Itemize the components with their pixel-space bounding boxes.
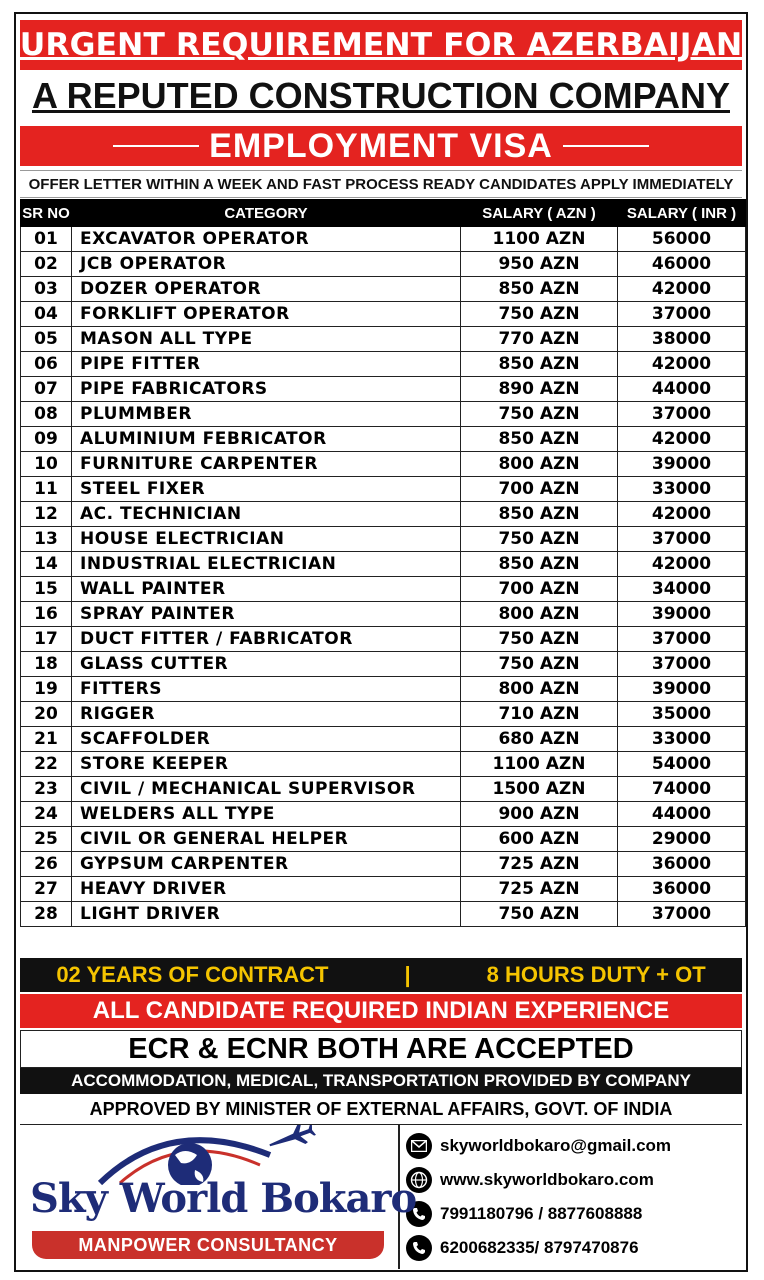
row-sr: 05: [21, 327, 72, 352]
row-sr: 23: [21, 777, 72, 802]
row-sr: 14: [21, 552, 72, 577]
table-row: [21, 252, 746, 277]
row-salary-inr: 42000: [618, 277, 746, 302]
row-salary-azn: 600 AZN: [461, 827, 618, 852]
row-sr: 22: [21, 752, 72, 777]
table-row: [21, 727, 746, 752]
row-salary-azn: 800 AZN: [461, 452, 618, 477]
row-salary-inr: 44000: [618, 377, 746, 402]
table-row: [21, 352, 746, 377]
experience-banner: [20, 994, 742, 1028]
table-row: [21, 477, 746, 502]
row-category: STORE KEEPER: [72, 752, 461, 777]
row-category: RIGGER: [72, 702, 461, 727]
divider-left: [113, 145, 199, 147]
row-salary-azn: 900 AZN: [461, 802, 618, 827]
contact-phone-2[interactable]: [406, 1235, 736, 1261]
row-category: WELDERS ALL TYPE: [72, 802, 461, 827]
table-row: [21, 327, 746, 352]
accommodation-banner: [20, 1068, 742, 1094]
contract-bar: [20, 958, 742, 992]
visa-label: EMPLOYMENT VISA: [209, 126, 553, 165]
ecr-banner: [20, 1030, 742, 1068]
row-category: FITTERS: [72, 677, 461, 702]
row-category: FURNITURE CARPENTER: [72, 452, 461, 477]
row-salary-inr: 56000: [618, 227, 746, 252]
row-category: WALL PAINTER: [72, 577, 461, 602]
ecr-text: ECR & ECNR BOTH ARE ACCEPTED: [128, 1032, 634, 1065]
row-category: PIPE FABRICATORS: [72, 377, 461, 402]
table-body: [21, 227, 746, 927]
airplane-icon: [266, 1125, 318, 1156]
subtitle: [20, 70, 742, 122]
row-salary-azn: 680 AZN: [461, 727, 618, 752]
row-category: INDUSTRIAL ELECTRICIAN: [72, 552, 461, 577]
row-sr: 08: [21, 402, 72, 427]
row-sr: 19: [21, 677, 72, 702]
table-row: [21, 502, 746, 527]
visa-banner: [20, 126, 742, 166]
table-row: [21, 777, 746, 802]
row-sr: 10: [21, 452, 72, 477]
row-salary-azn: 710 AZN: [461, 702, 618, 727]
row-category: PIPE FITTER: [72, 352, 461, 377]
row-salary-azn: 700 AZN: [461, 577, 618, 602]
row-salary-azn: 850 AZN: [461, 502, 618, 527]
row-category: JCB OPERATOR: [72, 252, 461, 277]
row-salary-azn: 725 AZN: [461, 877, 618, 902]
row-category: STEEL FIXER: [72, 477, 461, 502]
row-category: SPRAY PAINTER: [72, 602, 461, 627]
email-text: skyworldbokaro@gmail.com: [440, 1136, 672, 1155]
row-sr: 25: [21, 827, 72, 852]
table-row: [21, 652, 746, 677]
row-category: GLASS CUTTER: [72, 652, 461, 677]
row-sr: 16: [21, 602, 72, 627]
row-salary-inr: 37000: [618, 627, 746, 652]
row-salary-inr: 35000: [618, 702, 746, 727]
job-poster: [14, 12, 748, 1272]
phone-2-text: 6200682335/ 8797470876: [440, 1238, 639, 1257]
salary-table: [20, 199, 746, 927]
row-category: CIVIL / MECHANICAL SUPERVISOR: [72, 777, 461, 802]
row-salary-azn: 850 AZN: [461, 352, 618, 377]
row-sr: 01: [21, 227, 72, 252]
row-salary-azn: 1100 AZN: [461, 752, 618, 777]
offer-text: OFFER LETTER WITHIN A WEEK AND FAST PROCESS READY CANDIDATES APPLY IMMEDIATELY: [28, 175, 734, 193]
table-row: [21, 677, 746, 702]
row-salary-azn: 700 AZN: [461, 477, 618, 502]
company-logo: [20, 1125, 417, 1269]
row-salary-azn: 800 AZN: [461, 677, 618, 702]
row-sr: 20: [21, 702, 72, 727]
col-sr: SR NO: [21, 200, 72, 227]
table-row: [21, 802, 746, 827]
row-salary-azn: 750 AZN: [461, 627, 618, 652]
table-row: [21, 402, 746, 427]
row-sr: 06: [21, 352, 72, 377]
phone-1-text: 7991180796 / 8877608888: [440, 1204, 643, 1223]
table-row: [21, 302, 746, 327]
table-row: [21, 702, 746, 727]
row-salary-azn: 1100 AZN: [461, 227, 618, 252]
row-category: LIGHT DRIVER: [72, 902, 461, 927]
row-salary-inr: 42000: [618, 502, 746, 527]
contract-text: 02 YEARS OF CONTRACT: [56, 962, 329, 987]
col-salary-azn: SALARY ( AZN ): [461, 200, 618, 227]
approved-text: APPROVED BY MINISTER OF EXTERNAL AFFAIRS, GOVT. OF INDIA: [89, 1098, 673, 1119]
row-salary-inr: 38000: [618, 327, 746, 352]
company-section: [20, 1124, 742, 1269]
row-salary-inr: 74000: [618, 777, 746, 802]
row-sr: 02: [21, 252, 72, 277]
col-salary-inr: SALARY ( INR ): [618, 200, 746, 227]
row-category: HOUSE ELECTRICIAN: [72, 527, 461, 552]
row-category: AC. TECHNICIAN: [72, 502, 461, 527]
row-category: DUCT FITTER / FABRICATOR: [72, 627, 461, 652]
table-row: [21, 902, 746, 927]
row-category: EXCAVATOR OPERATOR: [72, 227, 461, 252]
row-salary-inr: 37000: [618, 402, 746, 427]
row-sr: 27: [21, 877, 72, 902]
col-category: CATEGORY: [72, 200, 461, 227]
row-salary-inr: 36000: [618, 877, 746, 902]
row-salary-azn: 750 AZN: [461, 652, 618, 677]
row-sr: 21: [21, 727, 72, 752]
experience-text: ALL CANDIDATE REQUIRED INDIAN EXPERIENCE: [92, 997, 670, 1024]
title-line2: A REPUTED CONSTRUCTION COMPANY: [31, 75, 730, 116]
row-category: PLUMMBER: [72, 402, 461, 427]
row-sr: 13: [21, 527, 72, 552]
row-salary-azn: 725 AZN: [461, 852, 618, 877]
company-name: Sky World Bokaro: [30, 1175, 417, 1222]
row-salary-azn: 770 AZN: [461, 327, 618, 352]
row-sr: 03: [21, 277, 72, 302]
row-sr: 18: [21, 652, 72, 677]
title-line1: URGENT REQUIREMENT FOR AZERBAIJAN: [19, 27, 743, 63]
row-salary-azn: 750 AZN: [461, 527, 618, 552]
row-salary-azn: 750 AZN: [461, 902, 618, 927]
divider-right: [563, 145, 649, 147]
row-sr: 09: [21, 427, 72, 452]
table-row: [21, 752, 746, 777]
table-row: [21, 577, 746, 602]
row-salary-inr: 36000: [618, 852, 746, 877]
table-row: [21, 452, 746, 477]
table-row: [21, 552, 746, 577]
contact-phone-1[interactable]: [406, 1201, 736, 1227]
duty-text: 8 HOURS DUTY + OT: [486, 962, 706, 987]
row-salary-azn: 750 AZN: [461, 302, 618, 327]
row-salary-azn: 800 AZN: [461, 602, 618, 627]
row-salary-inr: 44000: [618, 802, 746, 827]
website-text: www.skyworldbokaro.com: [440, 1170, 654, 1189]
row-category: DOZER OPERATOR: [72, 277, 461, 302]
row-salary-inr: 42000: [618, 352, 746, 377]
row-salary-inr: 37000: [618, 652, 746, 677]
row-salary-inr: 54000: [618, 752, 746, 777]
row-category: SCAFFOLDER: [72, 727, 461, 752]
row-salary-azn: 850 AZN: [461, 552, 618, 577]
row-category: MASON ALL TYPE: [72, 327, 461, 352]
row-salary-inr: 42000: [618, 552, 746, 577]
table-row: [21, 827, 746, 852]
row-sr: 11: [21, 477, 72, 502]
row-category: GYPSUM CARPENTER: [72, 852, 461, 877]
row-sr: 17: [21, 627, 72, 652]
contact-list: [400, 1125, 742, 1269]
offer-note: [20, 170, 742, 198]
table-row: [21, 427, 746, 452]
row-salary-inr: 33000: [618, 727, 746, 752]
contact-email[interactable]: [406, 1133, 736, 1159]
row-salary-inr: 37000: [618, 302, 746, 327]
table-row: [21, 377, 746, 402]
phone-icon: [406, 1235, 432, 1261]
contract-separator: |: [404, 962, 411, 987]
row-salary-azn: 890 AZN: [461, 377, 618, 402]
row-category: HEAVY DRIVER: [72, 877, 461, 902]
approval-note: [20, 1096, 742, 1122]
table-row: [21, 527, 746, 552]
row-category: FORKLIFT OPERATOR: [72, 302, 461, 327]
row-salary-inr: 42000: [618, 427, 746, 452]
row-sr: 04: [21, 302, 72, 327]
row-salary-azn: 950 AZN: [461, 252, 618, 277]
contact-website[interactable]: [406, 1167, 736, 1193]
row-salary-inr: 39000: [618, 452, 746, 477]
table-row: [21, 602, 746, 627]
table-row: [21, 627, 746, 652]
row-salary-inr: 39000: [618, 677, 746, 702]
company-tagline: MANPOWER CONSULTANCY: [32, 1231, 384, 1259]
row-salary-azn: 850 AZN: [461, 427, 618, 452]
table-row: [21, 277, 746, 302]
row-salary-inr: 33000: [618, 477, 746, 502]
row-sr: 26: [21, 852, 72, 877]
row-sr: 07: [21, 377, 72, 402]
mail-icon: [406, 1133, 432, 1159]
row-salary-azn: 1500 AZN: [461, 777, 618, 802]
table-header-row: [21, 200, 746, 227]
row-salary-inr: 37000: [618, 527, 746, 552]
row-sr: 15: [21, 577, 72, 602]
table-row: [21, 852, 746, 877]
row-salary-azn: 850 AZN: [461, 277, 618, 302]
row-sr: 12: [21, 502, 72, 527]
row-sr: 28: [21, 902, 72, 927]
accommodation-text: ACCOMMODATION, MEDICAL, TRANSPORTATION PROVIDED BY COMPANY: [71, 1071, 691, 1090]
row-salary-inr: 34000: [618, 577, 746, 602]
row-category: CIVIL OR GENERAL HELPER: [72, 827, 461, 852]
table-row: [21, 877, 746, 902]
row-salary-azn: 750 AZN: [461, 402, 618, 427]
row-salary-inr: 29000: [618, 827, 746, 852]
row-salary-inr: 46000: [618, 252, 746, 277]
row-sr: 24: [21, 802, 72, 827]
row-salary-inr: 39000: [618, 602, 746, 627]
table-row: [21, 227, 746, 252]
row-salary-inr: 37000: [618, 902, 746, 927]
row-category: ALUMINIUM FEBRICATOR: [72, 427, 461, 452]
main-title: [20, 20, 742, 70]
